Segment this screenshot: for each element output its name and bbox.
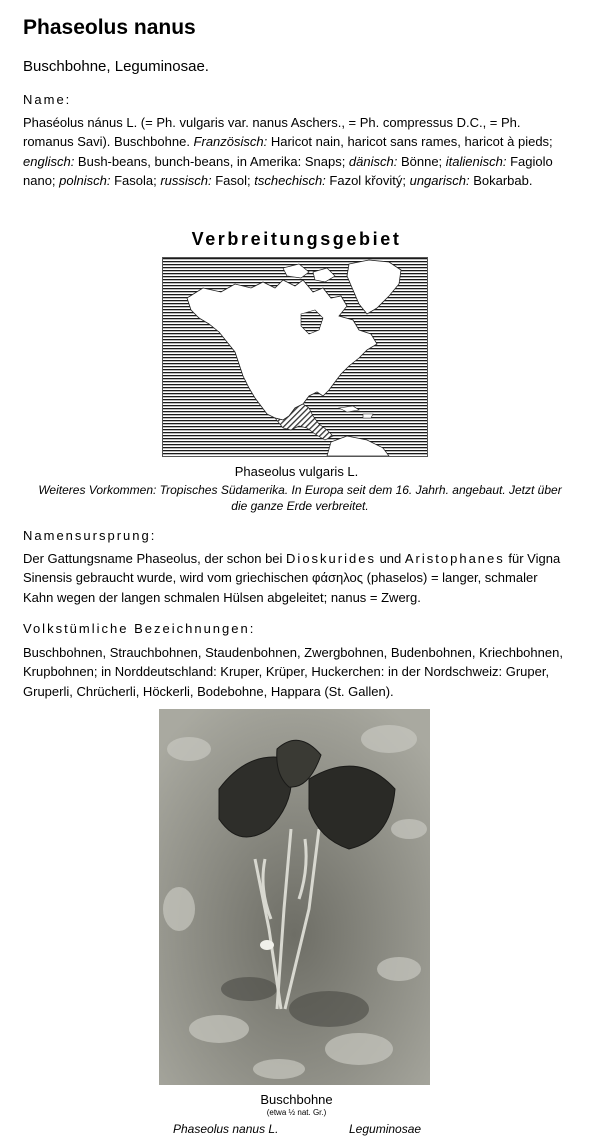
distribution-map [162, 257, 428, 457]
name-text: Phaséolus nánus L. (= Ph. vulgaris var. nanus Aschers., = Ph. compressus D.C., = Ph. romanus Savi). Buschbohne. [23, 115, 521, 150]
name-text: Haricot nain, haricot sans rames, haricot à pieds; [267, 134, 553, 150]
name-text: Bokarbab. [469, 172, 533, 188]
map-caption: Phaseolus vulgaris L. [234, 464, 359, 479]
name-text: Fasol; [211, 172, 255, 188]
page-title: Phaseolus nanus [23, 16, 196, 39]
language-label: russisch: [160, 172, 212, 188]
language-label: tschechisch: [254, 172, 326, 188]
etymology-text: und [375, 551, 405, 566]
north-america-map [163, 258, 427, 456]
etymology-text: Der Gattungsname Phaseolus, der schon bei [23, 551, 287, 566]
language-label: italienisch: [445, 153, 507, 169]
etymology-heading: Namensursprung: [23, 528, 157, 543]
vernacular-heading: Volkstümliche Bezeichnungen: [23, 621, 256, 636]
name-text: Bush-beans, bunch-beans, in Amerika: Snaps; [74, 153, 349, 169]
name-text: Bönne; [397, 153, 446, 169]
language-label: polnisch: [59, 172, 111, 188]
etymology-text: für Vigna Sinensis gebraucht wurde, wird vom griechischen φάσηλος (phaselos) = langer, schmaler Kahn wegen der langen schmalen Hülsen abgeleitet; nanus = Zwerg. [23, 551, 561, 605]
page-subtitle: Buschbohne, Leguminosae. [23, 58, 209, 75]
name-text: Fazol křovitý; [325, 172, 410, 188]
bean-flower [260, 940, 274, 950]
plant-photo [159, 709, 430, 1085]
vernacular-paragraph: Buschbohnen, Strauchbohnen, Staudenbohnen, Zwergbohnen, Budenbohnen, Kriechbohnen, Krupbohnen; in Norddeutschland: Kruper, Krüper, Huckerchen: in der Nordschweiz: Gruper, Gruperli, Chrücherli, Höckerli, Bodebohne, Happara (St. Gallen). [23, 645, 563, 699]
distribution-note: Weiteres Vorkommen: Tropisches Südamerika. In Europa seit dem 16. Jahrh. angebaut. Jetzt über die ganze Erde verbreitet. [38, 483, 562, 513]
figure-scale: (etwa ½ nat. Gr.) [266, 1108, 327, 1117]
figure-caption: Buschbohne [260, 1092, 333, 1107]
author-name: Aristophanes [404, 551, 505, 566]
name-text: Fagiolo nano; [23, 153, 553, 188]
name-text: Fasola; [110, 172, 161, 188]
author-name: Dioskurides [286, 551, 376, 566]
figure-family: Leguminosae [349, 1122, 422, 1136]
language-label: englisch: [23, 153, 75, 169]
name-heading: Name: [23, 92, 72, 107]
distribution-heading: Verbreitungsgebiet [191, 229, 402, 249]
etymology-paragraph [23, 549, 563, 607]
language-label: ungarisch: [409, 172, 470, 188]
figure-latin-name: Phaseolus nanus L. [173, 1122, 279, 1136]
language-label: dänisch: [348, 153, 398, 169]
bush-bean-illustration [159, 709, 430, 1085]
name-paragraph [23, 113, 563, 190]
language-label: Französisch: [193, 134, 268, 150]
